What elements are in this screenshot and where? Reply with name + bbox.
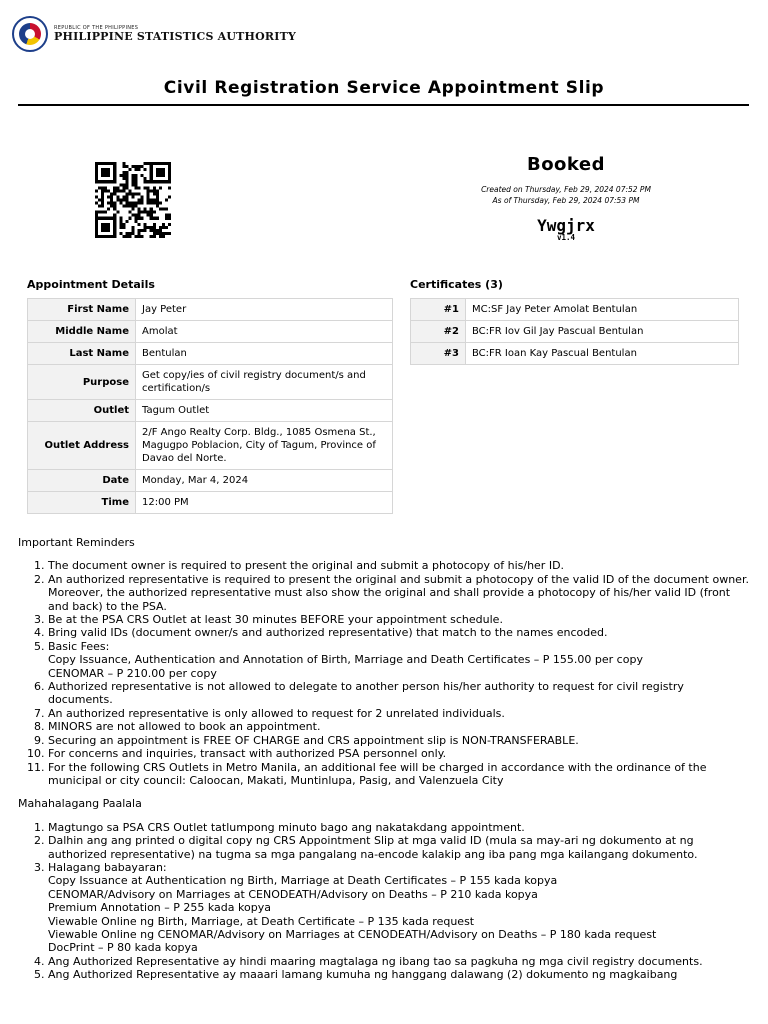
certificates-table — [410, 298, 739, 365]
psa-logo-text — [54, 26, 296, 43]
detail-value: Tagum Outlet — [136, 400, 393, 422]
reminders-section — [18, 536, 752, 992]
mahahalagang-paalala-list — [18, 821, 752, 982]
reminder-text: Authorized representative is not allowed to delegate to another person his/her authority to request for civil registry documents. — [48, 680, 684, 707]
fee-line: Premium Annotation – P 255 kada kopya — [48, 901, 271, 915]
reminder-text: The document owner is required to present the original and submit a photocopy of his/her ID. — [48, 559, 565, 573]
psa-header — [12, 16, 296, 52]
detail-row — [28, 321, 393, 343]
certificate-name: BC:FR Ioan Kay Pascual Bentulan — [466, 343, 739, 365]
detail-value: Amolat — [136, 321, 393, 343]
reminder-item — [48, 955, 752, 968]
reminder-item — [48, 680, 752, 707]
certificate-name: MC:SF Jay Peter Amolat Bentulan — [466, 299, 739, 321]
reminder-item — [48, 834, 752, 861]
detail-row — [28, 492, 393, 514]
reminder-text: Be at the PSA CRS Outlet at least 30 minutes BEFORE your appointment schedule. — [48, 613, 503, 627]
reminder-text: Ang Authorized Representative ay hindi maaring magtalaga ng ibang tao sa pagkuha ng mga civil registry documents. — [48, 954, 703, 968]
fee-line: Copy Issuance at Authentication ng Birth, Marriage at Death Certificates – P 155 kada kopya — [48, 874, 558, 888]
reminder-item — [48, 861, 752, 955]
reminder-text: Bring valid IDs (document owner/s and authorized representative) that match to the names encoded. — [48, 626, 608, 640]
page-title: Civil Registration Service Appointment Slip — [163, 78, 605, 98]
detail-label: Last Name — [28, 343, 136, 365]
certificate-row — [411, 343, 739, 365]
reminder-text: For concerns and inquiries, transact with authorized PSA personnel only. — [48, 747, 447, 761]
as-of-timestamp: As of Thursday, Feb 29, 2024 07:53 PM — [492, 196, 640, 205]
detail-label: Middle Name — [28, 321, 136, 343]
reminder-item — [48, 613, 752, 626]
reminder-text: Dalhin ang ang printed o digital copy ng CRS Appointment Slip at mga valid ID (mula sa may-ari ng dokumento at ng authorized representative) na tugma sa mga pangalang na-encode kalakip ang iba pang mga kailangang dokumento. — [48, 834, 698, 861]
detail-value: Jay Peter — [136, 299, 393, 321]
fee-line: CENOMAR – P 210.00 per copy — [48, 666, 217, 680]
detail-label: Date — [28, 470, 136, 492]
reminder-item — [48, 573, 752, 613]
reminder-text: Halagang babayaran: — [48, 860, 167, 874]
reminder-item — [48, 559, 752, 572]
reminder-text: For the following CRS Outlets in Metro Manila, an additional fee will be charged in accordance with the ordinance of the municipal or city council: Caloocan, Makati, Muntinlupa, Pasig, and Valenzuela City — [48, 760, 707, 787]
reminder-item — [48, 720, 752, 733]
detail-label: Outlet — [28, 400, 136, 422]
detail-row — [28, 299, 393, 321]
certificate-number: #1 — [411, 299, 466, 321]
detail-row — [28, 422, 393, 470]
important-reminders-list — [18, 559, 752, 787]
title-divider — [18, 104, 749, 106]
detail-row — [28, 343, 393, 365]
created-timestamp: Created on Thursday, Feb 29, 2024 07:52 PM — [481, 185, 651, 194]
detail-value: 12:00 PM — [136, 492, 393, 514]
detail-value: 2/F Ango Realty Corp. Bldg., 1085 Osmena St., Magugpo Poblacion, City of Tagum, Province of Davao del Norte. — [136, 422, 393, 470]
status-panel — [425, 154, 707, 242]
fee-line: DocPrint – P 80 kada kopya — [48, 941, 198, 955]
reminder-item — [48, 761, 752, 788]
important-reminders-title: Important Reminders — [18, 536, 135, 549]
reminder-item — [48, 747, 752, 760]
detail-label: Outlet Address — [28, 422, 136, 470]
reminder-text: An authorized representative is required to present the original and submit a photocopy of the valid ID of the document owner. Moreover, the authorized representative must also show the original and shall provide a photocopy of his/her valid ID (front and back) to the PSA. — [48, 572, 749, 613]
detail-row — [28, 365, 393, 400]
detail-label: Purpose — [28, 365, 136, 400]
detail-row — [28, 470, 393, 492]
qr-code-icon — [95, 162, 171, 238]
reminder-item — [48, 734, 752, 747]
certificate-number: #2 — [411, 321, 466, 343]
certificates-title: Certificates (3) — [410, 278, 503, 291]
reminder-text: MINORS are not allowed to book an appointment. — [48, 720, 321, 734]
reminder-item — [48, 640, 752, 680]
reminder-item — [48, 968, 752, 981]
reminder-item — [48, 626, 752, 639]
detail-row — [28, 400, 393, 422]
fee-line: Copy Issuance, Authentication and Annotation of Birth, Marriage and Death Certificates – P 155.00 per copy — [48, 653, 643, 667]
detail-label: First Name — [28, 299, 136, 321]
reminder-item — [48, 821, 752, 834]
detail-label: Time — [28, 492, 136, 514]
detail-value: Monday, Mar 4, 2024 — [136, 470, 393, 492]
detail-value: Bentulan — [136, 343, 393, 365]
reminder-text: Basic Fees: — [48, 639, 110, 653]
booking-status: Booked — [526, 154, 606, 175]
fee-line: CENOMAR/Advisory on Marriages at CENODEATH/Advisory on Deaths – P 210 kada kopya — [48, 887, 538, 901]
reminder-text: An authorized representative is only allowed to request for 2 unrelated individuals. — [48, 706, 505, 720]
psa-logo-icon — [12, 16, 48, 52]
reminder-item — [48, 707, 752, 720]
logo-agency-name: PHILIPPINE STATISTICS AUTHORITY — [54, 29, 297, 43]
reminder-text: Securing an appointment is FREE OF CHARGE and CRS appointment slip is NON-TRANSFERABLE. — [48, 733, 579, 747]
version-label: v1.4 — [556, 233, 576, 242]
certificate-name: BC:FR Iov Gil Jay Pascual Bentulan — [466, 321, 739, 343]
appointment-details-title: Appointment Details — [27, 278, 155, 291]
fee-line: Viewable Online ng CENOMAR/Advisory on Marriages at CENODEATH/Advisory on Deaths – P 180 kada request — [48, 927, 657, 941]
logo-republic-text: REPUBLIC OF THE PHILIPPINES — [54, 24, 139, 31]
appointment-details-table — [27, 298, 393, 514]
certificate-number: #3 — [411, 343, 466, 365]
appointment-code: Ywgjrx — [537, 216, 595, 235]
certificate-row — [411, 299, 739, 321]
reminder-text: Ang Authorized Representative ay maaari lamang kumuha ng hanggang dalawang (2) dokumento ng magkaibang — [48, 968, 678, 982]
fee-line: Viewable Online ng Birth, Marriage, at Death Certificate – P 135 kada request — [48, 914, 475, 928]
mahahalagang-paalala-title: Mahahalagang Paalala — [18, 797, 142, 811]
detail-value: Get copy/ies of civil registry document/s and certification/s — [136, 365, 393, 400]
reminder-text: Magtungo sa PSA CRS Outlet tatlumpong minuto bago ang nakatakdang appointment. — [48, 820, 525, 834]
certificate-row — [411, 321, 739, 343]
